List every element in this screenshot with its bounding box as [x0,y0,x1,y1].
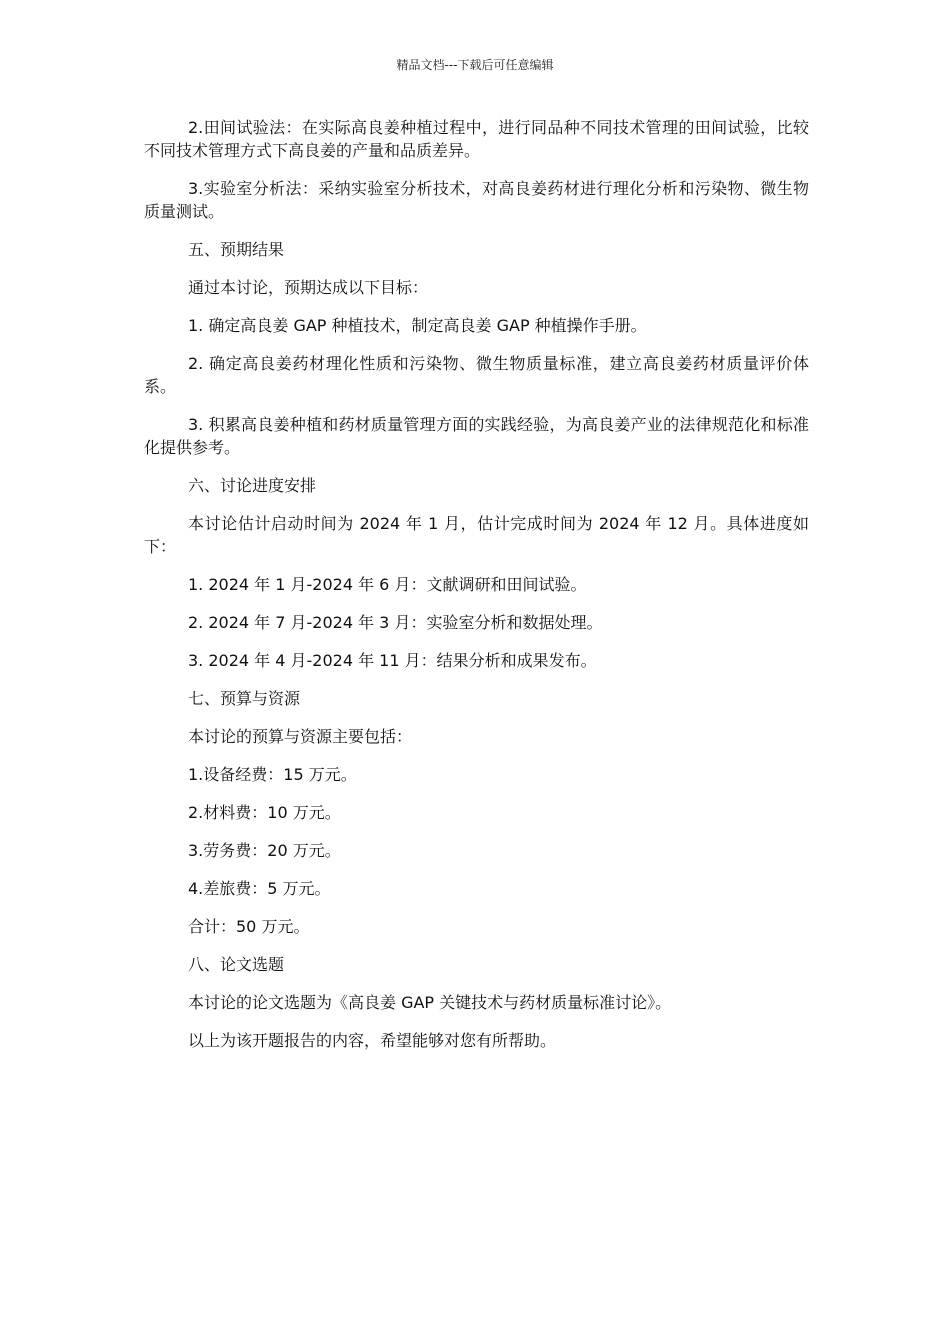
section-heading-thesis-topic: 八、论文选题 [188,955,285,974]
method-lab-analysis: 3.实验室分析法：采纳实验室分析技术，对高良姜药材进行理化分析和污染物、微生物质量测试。 [144,179,809,221]
schedule-item: 2. 2024 年 7 月-2024 年 3 月：实验室分析和数据处理。 [188,613,603,632]
budget-total: 合计：50 万元。 [188,917,310,936]
method-field-trial: 2.田间试验法：在实际高良姜种植过程中，进行同品种不同技术管理的田间试验，比较不同技术管理方式下高良姜的产量和品质差异。 [144,118,809,160]
budget-item: 2.材料费：10 万元。 [188,803,341,822]
closing-remark: 以上为该开题报告的内容，希望能够对您有所帮助。 [188,1031,557,1050]
section-heading-schedule: 六、讨论进度安排 [188,476,317,495]
schedule-item: 1. 2024 年 1 月-2024 年 6 月：文献调研和田间试验。 [188,575,587,594]
budget-item: 1.设备经费：15 万元。 [188,765,357,784]
document-body [144,116,809,1067]
section-heading-budget: 七、预算与资源 [188,689,301,708]
thesis-topic-text: 本讨论的论文选题为《高良姜 GAP 关键技术与药材质量标准讨论》。 [188,993,672,1012]
section-heading-expected-results: 五、预期结果 [188,240,285,259]
expected-results-intro: 通过本讨论，预期达成以下目标： [188,278,429,297]
schedule-intro: 本讨论估计启动时间为 2024 年 1 月，估计完成时间为 2024 年 12 月。具体进度如下： [144,514,809,556]
expected-result-item: 3. 积累高良姜种植和药材质量管理方面的实践经验，为高良姜产业的法律规范化和标准化提供参考。 [144,415,809,457]
budget-item: 4.差旅费：5 万元。 [188,879,331,898]
page-header: 精品文档---下载后可任意编辑 [396,58,554,72]
expected-result-item: 2. 确定高良姜药材理化性质和污染物、微生物质量标准，建立高良姜药材质量评价体系。 [144,354,809,396]
schedule-item: 3. 2024 年 4 月-2024 年 11 月：结果分析和成果发布。 [188,651,597,670]
budget-item: 3.劳务费：20 万元。 [188,841,341,860]
budget-intro: 本讨论的预算与资源主要包括： [188,727,413,746]
expected-result-item: 1. 确定高良姜 GAP 种植技术，制定高良姜 GAP 种植操作手册。 [188,316,647,335]
